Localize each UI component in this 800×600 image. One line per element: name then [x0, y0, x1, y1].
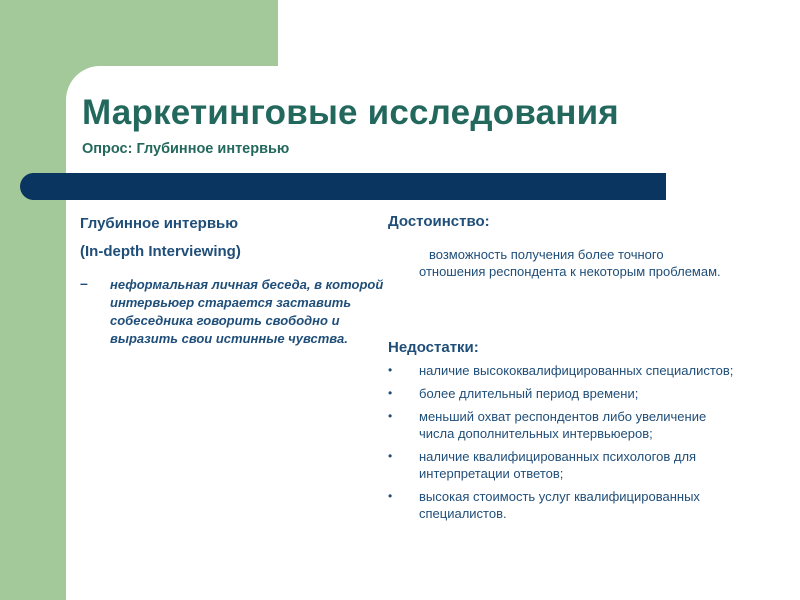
slide-title: Маркетинговые исследования: [82, 93, 619, 132]
list-item-text: более длительный период времени;: [419, 386, 639, 401]
term-definition: [80, 276, 390, 348]
list-item-text: высокая стоимость услуг квалифицированных специалистов.: [419, 489, 700, 521]
list-item-text: наличие квалифицированных психологов для интерпретации ответов;: [419, 449, 697, 481]
list-item: [388, 408, 748, 442]
slide-subtitle: Опрос: Глубинное интервью: [82, 141, 290, 157]
title-divider-bar: [32, 173, 666, 200]
bullet-icon: •: [388, 409, 393, 423]
list-item-text: наличие высококвалифицированных специалистов;: [419, 363, 734, 378]
left-column: [80, 212, 390, 348]
bullet-icon: •: [388, 449, 393, 463]
advantage-heading: Достоинство:: [388, 213, 490, 230]
term-heading: Глубинное интервью: [80, 215, 239, 232]
definition-text: неформальная личная беседа, в которой интервьюер старается заставить собеседника говорить свободно и выразить свои истинные чувства.: [110, 277, 384, 346]
bullet-icon: •: [388, 363, 393, 377]
bullet-icon: •: [388, 386, 393, 400]
right-column: [388, 212, 748, 521]
list-item: [388, 488, 748, 522]
disadvantages-heading: Недостатки:: [388, 339, 479, 356]
advantage-text: возможность получения более точного отношения респондента к некоторым проблемам.: [419, 247, 721, 279]
disadvantages-list: [388, 362, 748, 528]
list-item-text: меньший охват респондентов либо увеличение числа дополнительных интервьюеров;: [419, 409, 707, 441]
decorative-green-strip-left: [0, 0, 66, 600]
list-item: [388, 362, 748, 379]
dash-marker: –: [80, 275, 88, 291]
bullet-icon: •: [388, 489, 393, 503]
list-item: [388, 385, 748, 402]
term-heading-english: (In-depth Interviewing): [80, 243, 241, 260]
list-item: [388, 448, 748, 482]
